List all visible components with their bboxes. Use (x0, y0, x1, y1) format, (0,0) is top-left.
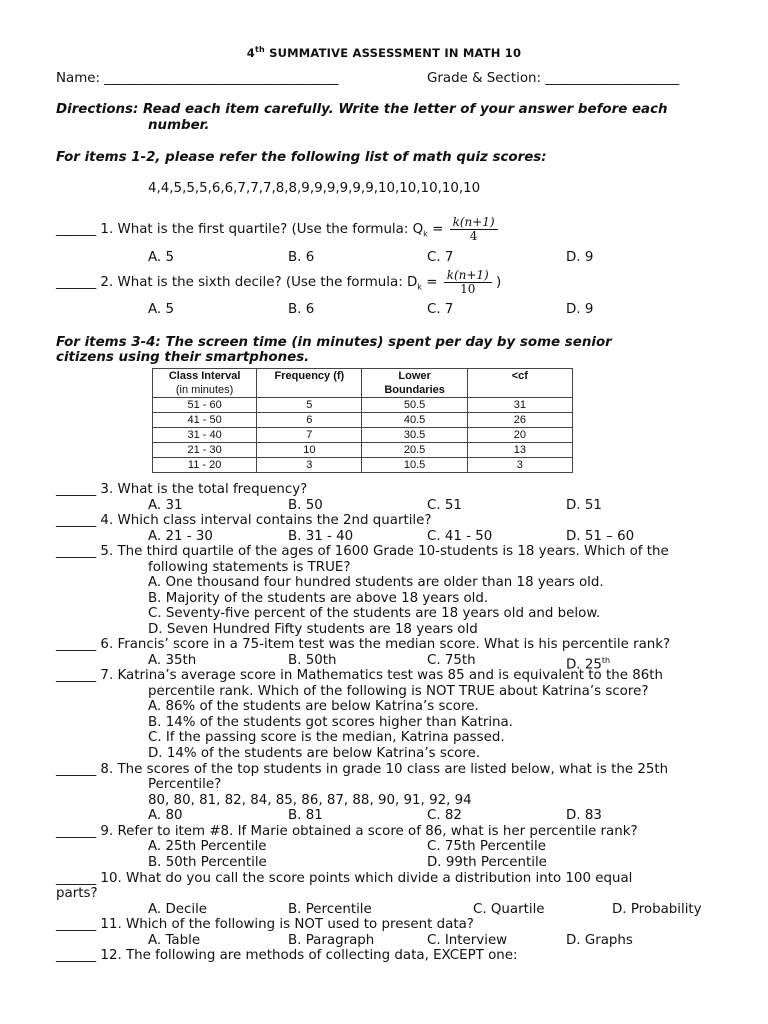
q9-choice-c[interactable]: C. 75th Percentile (427, 839, 546, 854)
question-10-cont: parts? (56, 886, 98, 901)
question-10: ______ 10. What do you call the score points which divide a distribution into 100 equal (56, 871, 633, 886)
q11-choice-a[interactable]: A. Table (148, 933, 201, 948)
q1-formula-fraction: $\frac{k(n+1)}{4}$ (450, 216, 498, 243)
table-cell: 31 (467, 398, 572, 413)
quiz-scores-list: 4,4,5,5,5,6,6,7,7,7,8,8,9,9,9,9,9,9,10,10,10,10,10 (148, 181, 481, 196)
table-row (153, 458, 573, 473)
question-11: ______ 11. Which of the following is NOT used to present data? (56, 917, 474, 932)
table-cell: 41 - 50 (153, 413, 257, 428)
q2-choice-c[interactable]: C. 7 (427, 302, 454, 317)
q9-choice-d[interactable]: D. 99th Percentile (427, 855, 547, 870)
q2-formula-fraction: $\frac{k(n+1)}{10}$ (444, 269, 492, 296)
q10-choice-b[interactable]: B. Percentile (288, 902, 372, 917)
q7-choice-a[interactable]: A. 86% of the students are below Katrina’s score. (148, 699, 479, 714)
q7-choice-d[interactable]: D. 14% of the students are below Katrina’s score. (148, 746, 481, 761)
q9-choice-b[interactable]: B. 50th Percentile (148, 855, 267, 870)
table-cell: 40.5 (362, 413, 467, 428)
table-cell: 21 - 30 (153, 443, 257, 458)
q4-choice-a[interactable]: A. 21 - 30 (148, 529, 213, 544)
q7-choice-c[interactable]: C. If the passing score is the median, Katrina passed. (148, 730, 505, 745)
question-8: ______ 8. The scores of the top students in grade 10 class are listed below, what is the 25th (56, 762, 669, 777)
name-field[interactable]: Name: ___________________________________ (56, 71, 339, 86)
question-7-cont: percentile rank. Which of the following is NOT TRUE about Katrina’s score? (148, 684, 649, 699)
q9-choice-a[interactable]: A. 25th Percentile (148, 839, 267, 854)
q10-choice-a[interactable]: A. Decile (148, 902, 208, 917)
table-row (153, 398, 573, 413)
q6-choice-c[interactable]: C. 75th (427, 653, 476, 668)
table-cell: 30.5 (362, 428, 467, 443)
q5-choice-b[interactable]: B. Majority of the students are above 18 years old. (148, 591, 489, 606)
q1-choice-c[interactable]: C. 7 (427, 250, 454, 265)
q8-choice-b[interactable]: B. 81 (288, 808, 323, 823)
table-cell: 20.5 (362, 443, 467, 458)
frequency-table (152, 368, 573, 473)
table-row (153, 413, 573, 428)
q6-choice-b[interactable]: B. 50th (288, 653, 337, 668)
q2-choice-d[interactable]: D. 9 (566, 302, 594, 317)
q8-choice-d[interactable]: D. 83 (566, 808, 602, 823)
table-cell: 5 (257, 398, 362, 413)
question-5-cont: following statements is TRUE? (148, 560, 351, 575)
q11-choice-d[interactable]: D. Graphs (566, 933, 633, 948)
q3-choice-a[interactable]: A. 31 (148, 498, 183, 513)
table-header-row (153, 369, 573, 398)
table-row (153, 443, 573, 458)
table-header: Lower Boundaries (362, 369, 467, 398)
q3-choice-d[interactable]: D. 51 (566, 498, 602, 513)
question-12: ______ 12. The following are methods of collecting data, EXCEPT one: (56, 948, 518, 963)
question-1: ______ 1. What is the first quartile? (Use the formula: $Q_k$ = $\frac{k(n+1)}{4}$ (56, 213, 498, 252)
table-cell: 31 - 40 (153, 428, 257, 443)
question-7: ______ 7. Katrina’s average score in Mathematics test was 85 and is equivalent to the 86th (56, 668, 663, 683)
q5-choice-a[interactable]: A. One thousand four hundred students are older than 18 years old. (148, 575, 604, 590)
question-8-cont: Percentile? (148, 777, 222, 792)
grade-section-field[interactable]: Grade & Section: ____________________ (427, 71, 680, 86)
q11-choice-c[interactable]: C. Interview (427, 933, 508, 948)
table-cell: 10 (257, 443, 362, 458)
table-header: Class Interval (in minutes) (153, 369, 257, 398)
q3-choice-c[interactable]: C. 51 (427, 498, 462, 513)
page-title: 4th SUMMATIVE ASSESSMENT IN MATH 10 (246, 45, 522, 60)
q8-scores-list: 80, 80, 81, 82, 84, 85, 86, 87, 88, 90, 91, 92, 94 (148, 793, 472, 808)
table-header: Frequency (f) (257, 369, 362, 398)
question-2: ______ 2. What is the sixth decile? (Use the formula: $D_k$ = $\frac{k(n+1)}{10}$ ) (56, 267, 502, 296)
q4-choice-d[interactable]: D. 51 – 60 (566, 529, 635, 544)
q5-choice-d[interactable]: D. Seven Hundred Fifty students are 18 years old (148, 622, 478, 637)
question-9: ______ 9. Refer to item #8. If Marie obtained a score of 86, what is her percentile rank? (56, 824, 638, 839)
section1-intro: For items 1-2, please refer the following list of math quiz scores: (56, 150, 547, 165)
table-cell: 6 (257, 413, 362, 428)
question-6: ______ 6. Francis’ score in a 75-item test was the median score. What is his percentile rank? (56, 637, 671, 652)
q1-choice-b[interactable]: B. 6 (288, 250, 315, 265)
q8-choice-c[interactable]: C. 82 (427, 808, 462, 823)
q7-choice-b[interactable]: B. 14% of the students got scores higher than Katrina. (148, 715, 514, 730)
q4-choice-b[interactable]: B. 31 - 40 (288, 529, 354, 544)
table-cell: 50.5 (362, 398, 467, 413)
table-cell: 13 (467, 443, 572, 458)
q4-choice-c[interactable]: C. 41 - 50 (427, 529, 493, 544)
section2-intro-line2: citizens using their smartphones. (56, 350, 310, 365)
q8-choice-a[interactable]: A. 80 (148, 808, 183, 823)
directions-line2: number. (148, 118, 210, 133)
q10-choice-d[interactable]: D. Probability (612, 902, 702, 917)
q10-choice-c[interactable]: C. Quartile (473, 902, 545, 917)
q11-choice-b[interactable]: B. Paragraph (288, 933, 375, 948)
q6-choice-a[interactable]: A. 35th (148, 653, 197, 668)
table-cell: 7 (257, 428, 362, 443)
table-row (153, 428, 573, 443)
q6-choice-d[interactable]: D. 25th (566, 656, 611, 673)
question-5: ______ 5. The third quartile of the ages of 1600 Grade 10-students is 18 years. Which of the (56, 544, 669, 559)
directions-line1: Directions: Read each item carefully. Write the letter of your answer before each (56, 102, 668, 117)
question-4: ______ 4. Which class interval contains the 2nd quartile? (56, 513, 432, 528)
table-cell: 51 - 60 (153, 398, 257, 413)
table-cell: 26 (467, 413, 572, 428)
table-cell: 10.5 (362, 458, 467, 473)
table-cell: 20 (467, 428, 572, 443)
q5-choice-c[interactable]: C. Seventy-five percent of the students are 18 years old and below. (148, 606, 601, 621)
table-cell: 11 - 20 (153, 458, 257, 473)
q1-choice-d[interactable]: D. 9 (566, 250, 594, 265)
q2-choice-b[interactable]: B. 6 (288, 302, 315, 317)
section2-intro-line1: For items 3-4: The screen time (in minutes) spent per day by some senior (56, 335, 612, 350)
q1-choice-a[interactable]: A. 5 (148, 250, 174, 265)
q3-choice-b[interactable]: B. 50 (288, 498, 323, 513)
question-3: ______ 3. What is the total frequency? (56, 482, 308, 497)
q2-choice-a[interactable]: A. 5 (148, 302, 174, 317)
table-header: <cf (467, 369, 572, 398)
table-cell: 3 (467, 458, 572, 473)
table-cell: 3 (257, 458, 362, 473)
